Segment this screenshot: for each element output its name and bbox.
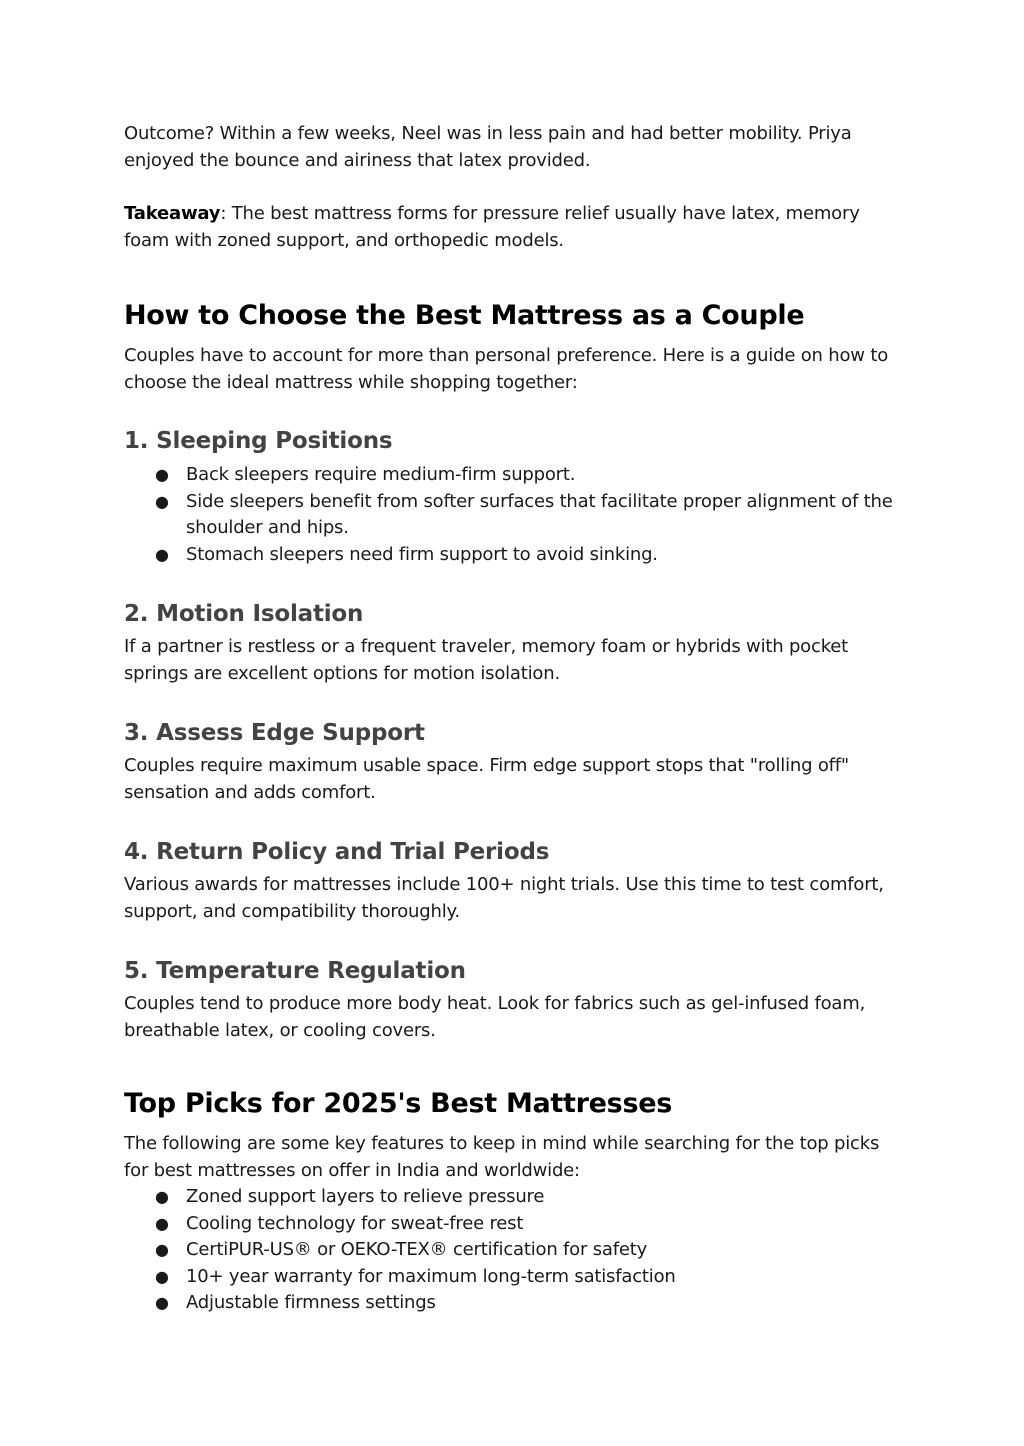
list-item: [124, 1264, 904, 1291]
motion-isolation-paragraph: If a partner is restless or a frequent traveler, memory foam or hybrids with pocket springs are excellent options for motion isolation.: [124, 636, 849, 684]
list-item-text: Back sleepers require medium-firm support.: [186, 464, 576, 485]
bullet-icon: ●: [155, 1266, 169, 1286]
heading-edge-support: 3. Assess Edge Support: [124, 720, 425, 746]
takeaway-text: : The best mattress forms for pressure relief usually have latex, memory foam with zoned support, and orthopedic models.: [124, 203, 860, 251]
top-picks-intro-paragraph: The following are some key features to keep in mind while searching for the top picks for best mattresses on offer in India and worldwide:: [124, 1133, 880, 1181]
list-item: [124, 1237, 904, 1264]
heading-choose-mattress-couple: How to Choose the Best Mattress as a Couple: [124, 300, 805, 331]
bullet-icon: ●: [155, 544, 169, 564]
list-item-text: Stomach sleepers need firm support to avoid sinking.: [186, 543, 658, 565]
list-item: [124, 1290, 904, 1317]
bullet-icon: ●: [155, 1213, 169, 1233]
list-item-text: CertiPUR-US® or OEKO-TEX® certification for safety: [186, 1239, 648, 1260]
list-item-text: Side sleepers benefit from softer surfaces that facilitate proper alignment of the shoulder and hips.: [186, 490, 893, 538]
bullet-icon: ●: [155, 1293, 169, 1312]
bullet-icon: ●: [155, 1240, 169, 1259]
temperature-regulation-paragraph: Couples tend to produce more body heat. Look for fabrics such as gel-infused foam, breathable latex, or cooling covers.: [124, 993, 866, 1041]
takeaway-paragraph: [124, 201, 904, 254]
sleeping-positions-list: [124, 462, 904, 568]
heading-temperature-regulation: 5. Temperature Regulation: [124, 958, 466, 984]
heading-top-picks: Top Picks for 2025's Best Mattresses: [124, 1088, 673, 1119]
list-item-text: Zoned support layers to relieve pressure: [186, 1186, 545, 1207]
bullet-icon: ●: [155, 491, 169, 511]
outcome-paragraph: Outcome? Within a few weeks, Neel was in less pain and had better mobility. Priya enjoyed the bounce and airiness that latex provided.: [124, 123, 852, 171]
list-item-text: Adjustable firmness settings: [186, 1292, 436, 1313]
heading-return-policy: 4. Return Policy and Trial Periods: [124, 839, 550, 865]
top-picks-list: [124, 1184, 904, 1317]
bullet-icon: ●: [155, 1187, 169, 1206]
list-item: [124, 542, 904, 569]
list-item: [124, 1211, 904, 1238]
list-item: [124, 462, 904, 489]
heading-sleeping-positions: 1. Sleeping Positions: [124, 428, 393, 454]
return-policy-paragraph: Various awards for mattresses include 100+ night trials. Use this time to test comfort, support, and compatibility thoroughly.: [124, 874, 884, 922]
takeaway-label: Takeaway: [124, 203, 221, 224]
list-item: [124, 489, 904, 542]
document-page: [124, 121, 904, 1317]
list-item-text: 10+ year warranty for maximum long-term satisfaction: [186, 1265, 676, 1287]
edge-support-paragraph: Couples require maximum usable space. Firm edge support stops that "rolling off" sensation and adds comfort.: [124, 755, 850, 803]
couple-intro-paragraph: Couples have to account for more than personal preference. Here is a guide on how to choose the ideal mattress while shopping together:: [124, 345, 889, 393]
list-item-text: Cooling technology for sweat-free rest: [186, 1212, 524, 1234]
heading-motion-isolation: 2. Motion Isolation: [124, 601, 364, 627]
list-item: [124, 1184, 904, 1211]
bullet-icon: ●: [155, 465, 169, 484]
